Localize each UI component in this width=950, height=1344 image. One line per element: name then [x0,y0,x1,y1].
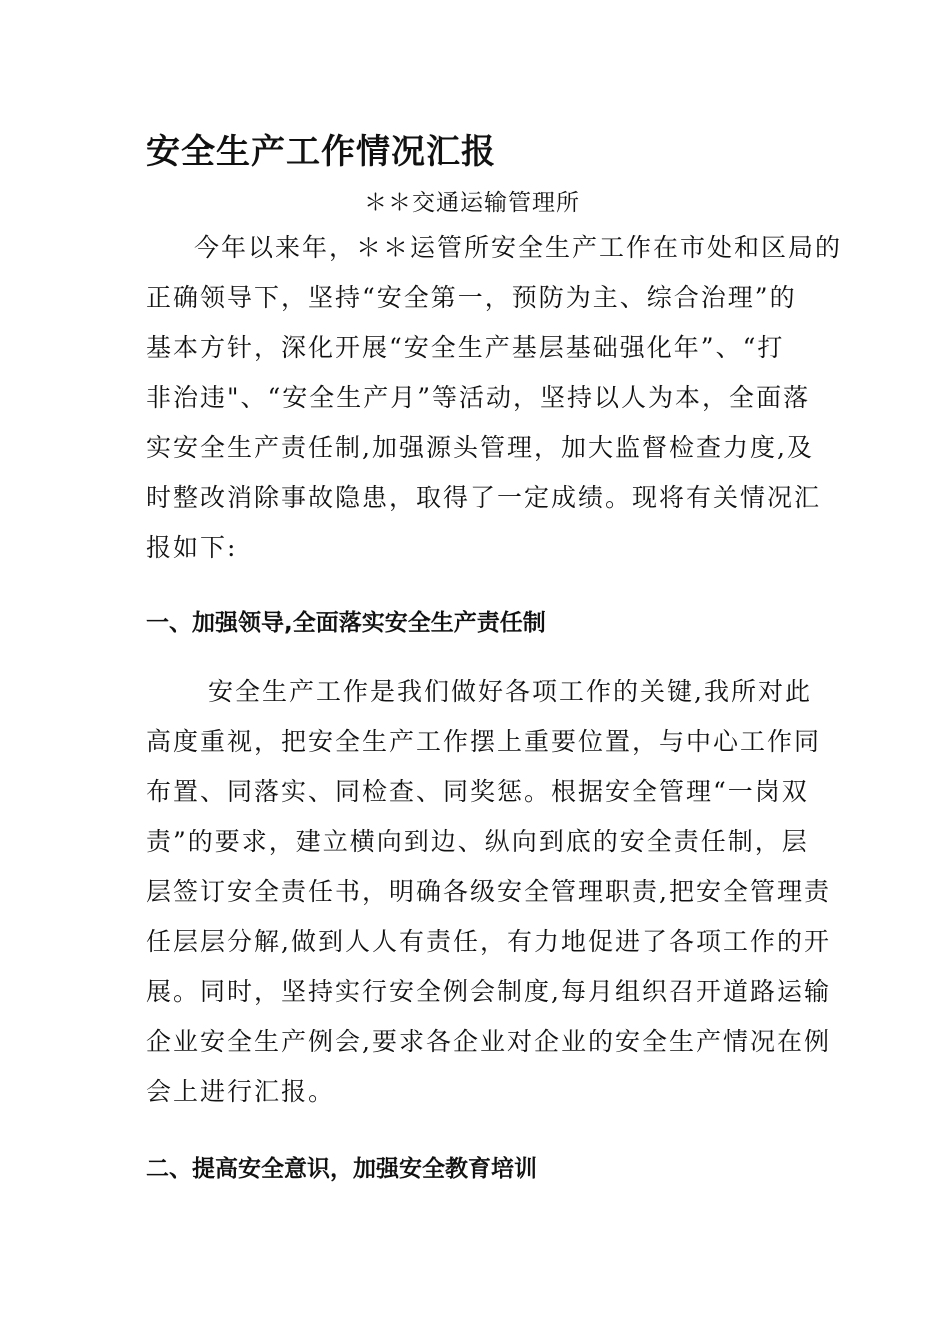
intro-line: 报如下: [146,533,238,562]
document-title: 安全生产工作情况汇报 [146,132,496,172]
section-heading: 二、提高安全意识，加强安全教育培训 [146,1156,537,1182]
section-line: 布置、同落实、同检查、同奖惩。根据安全管理“一岗双 [146,777,809,806]
section-line: 责”的要求，建立横向到边、纵向到底的安全责任制，层 [146,827,809,856]
intro-line: 今年以来年，＊＊运管所安全生产工作在市处和区局的 [194,233,843,262]
section-line: 层签订安全责任书，明确各级安全管理职责,把安全管理责 [146,877,831,906]
section-line: 任层层分解,做到人人有责任，有力地促进了各项工作的开 [146,927,831,956]
intro-line: 正确领导下，坚持“安全第一，预防为主、综合治理”的 [146,283,797,312]
section-line: 会上进行汇报。 [146,1077,336,1106]
intro-line: 非治违"、“安全生产月”等活动，坚持以人为本，全面落 [146,383,811,412]
section-line: 展。同时，坚持实行安全例会制度,每月组织召开道路运输 [146,977,831,1006]
intro-line: 基本方针，深化开展“安全生产基层基础强化年”、“打 [146,333,785,362]
organization-name: ＊＊交通运输管理所 [364,190,580,216]
section-line: 企业安全生产例会,要求各企业对企业的安全生产情况在例 [146,1027,831,1056]
intro-line: 实安全生产责任制,加强源头管理，加大监督检查力度,及 [146,433,814,462]
section-line: 安全生产工作是我们做好各项工作的关键,我所对此 [208,677,812,706]
intro-line: 时整改消除事故隐患，取得了一定成绩。现将有关情况汇 [146,483,822,512]
section-heading: 一、加强领导,全面落实安全生产责任制 [146,610,546,636]
section-line: 高度重视，把安全生产工作摆上重要位置，与中心工作同 [146,727,822,756]
